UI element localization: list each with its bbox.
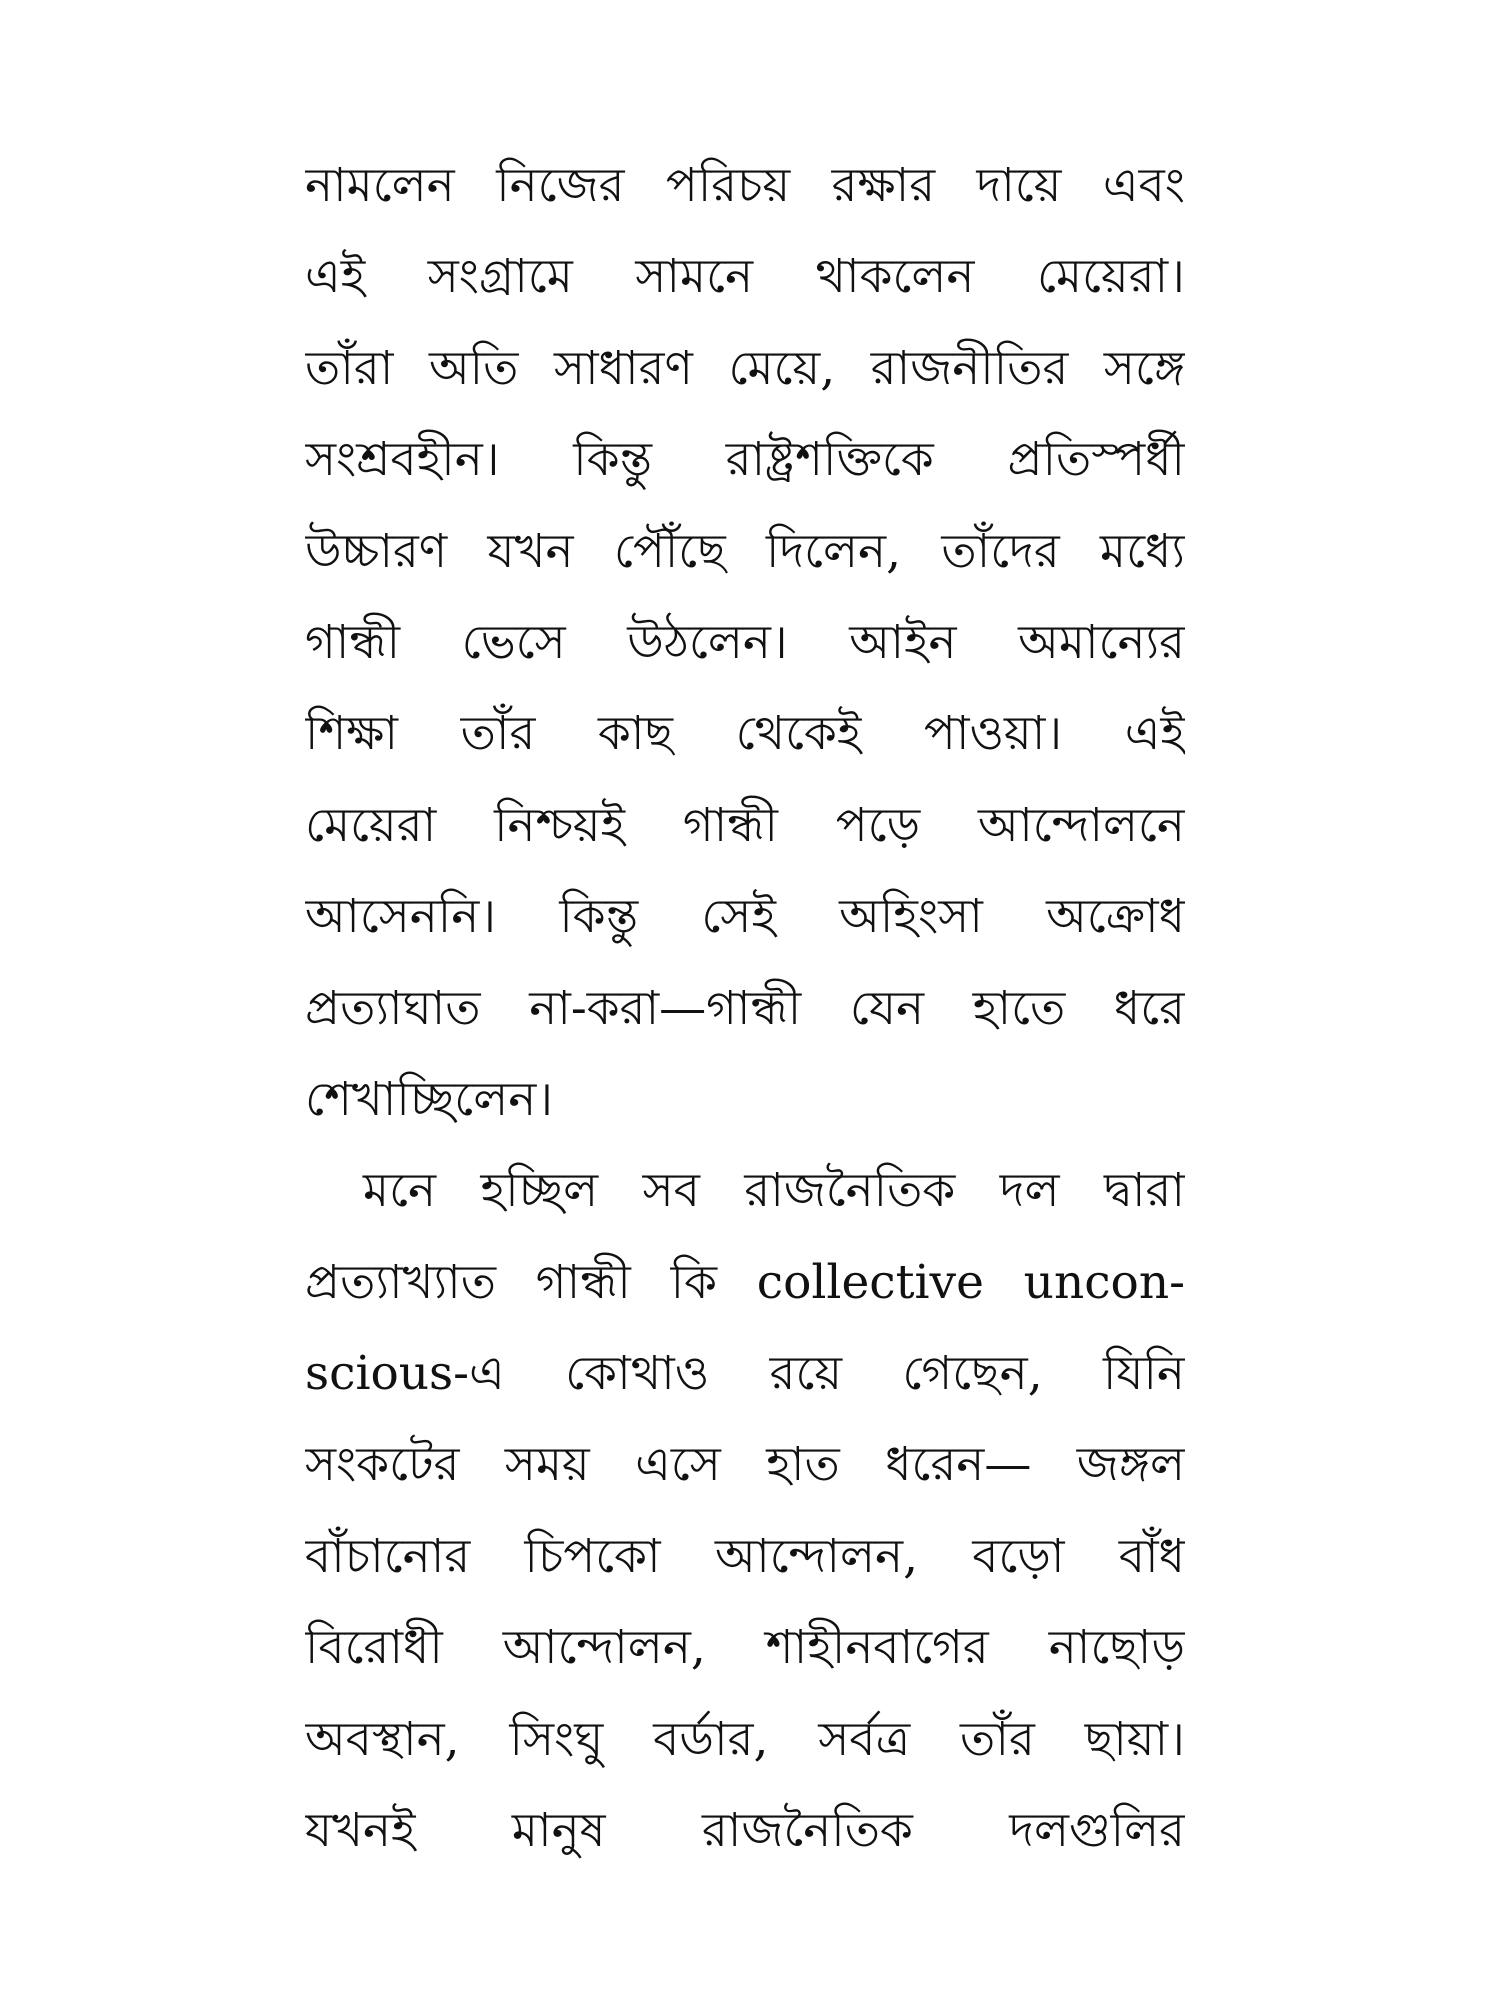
text-line: গান্ধী ভেসে উঠলেন। আইন অমান্যের — [305, 614, 1185, 670]
text-line: যখনই মানুষ রাজনৈতিক দলগুলির — [305, 1803, 1185, 1859]
text-line: অবস্থান, সিংঘু বর্ডার, সর্বত্র তাঁর ছায়া। — [305, 1711, 1185, 1767]
text-line: শিক্ষা তাঁর কাছ থেকেই পাওয়া। এই — [305, 706, 1185, 762]
text-line: উচ্চারণ যখন পৌঁছে দিলেন, তাঁদের মধ্যে — [305, 523, 1185, 579]
text-line: সংশ্রবহীন। কিন্তু রাষ্ট্রশক্তিকে প্রতিস্পর্ধী — [305, 432, 1185, 488]
text-line: প্রত্যাঘাত না-করা—গান্ধী যেন হাতে ধরে — [305, 980, 1185, 1036]
text-line: বিরোধী আন্দোলন, শাহীনবাগের নাছোড় — [305, 1620, 1185, 1676]
text-line: সংকটের সময় এসে হাত ধরেন— জঙ্গল — [305, 1437, 1185, 1493]
text-line: scious-এ কোথাও রয়ে গেছেন, যিনি — [305, 1346, 1185, 1402]
text-line: মেয়েরা নিশ্চয়ই গান্ধী পড়ে আন্দোলনে — [305, 797, 1185, 853]
text-line: বাঁচানোর চিপকো আন্দোলন, বড়ো বাঁধ — [305, 1528, 1185, 1584]
text-line: তাঁরা অতি সাধারণ মেয়ে, রাজনীতির সঙ্গে — [305, 340, 1185, 396]
body-text — [305, 140, 1185, 1876]
paragraph-start-line: মনে হচ্ছিল সব রাজনৈতিক দল দ্বারা — [363, 1163, 1185, 1219]
paragraph-end-line: শেখাচ্ছিলেন। — [305, 1071, 554, 1127]
text-line: নামলেন নিজের পরিচয় রক্ষার দায়ে এবং — [305, 158, 1185, 213]
text-line: প্রত্যাখ্যাত গান্ধী কি collective uncon- — [305, 1254, 1185, 1310]
text-line: আসেননি। কিন্তু সেই অহিংসা অক্রোধ — [305, 889, 1185, 945]
text-line: এই সংগ্রামে সামনে থাকলেন মেয়েরা। — [305, 249, 1185, 305]
